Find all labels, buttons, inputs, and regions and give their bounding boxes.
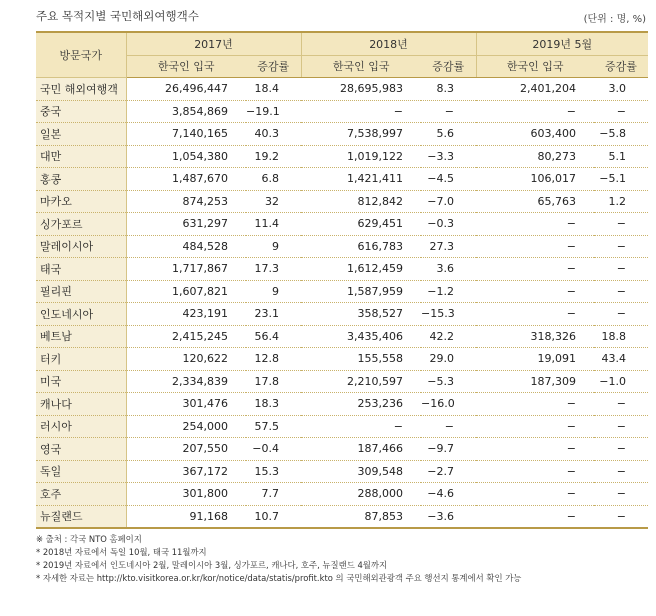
change-rate-cell: −: [594, 280, 648, 303]
arrivals-cell: −: [476, 393, 594, 416]
arrivals-cell: 1,612,459: [301, 258, 421, 281]
arrivals-cell: −: [476, 438, 594, 461]
arrivals-cell: 1,019,122: [301, 145, 421, 168]
footnotes: [36, 533, 521, 585]
arrivals-cell: 288,000: [301, 483, 421, 506]
arrivals-cell: 301,800: [126, 483, 246, 506]
change-rate-cell: −3.3: [421, 145, 476, 168]
change-rate-cell: −1.2: [421, 280, 476, 303]
arrivals-cell: 7,140,165: [126, 123, 246, 146]
arrivals-cell: −: [476, 100, 594, 123]
table-row: [36, 100, 648, 123]
arrivals-cell: −: [476, 415, 594, 438]
arrivals-cell: 28,695,983: [301, 78, 421, 101]
change-rate-cell: 42.2: [421, 325, 476, 348]
table-row: [36, 280, 648, 303]
subheader-arrivals: 한국인 입국: [126, 55, 246, 78]
arrivals-cell: 874,253: [126, 190, 246, 213]
arrivals-cell: 812,842: [301, 190, 421, 213]
change-rate-cell: −0.4: [246, 438, 301, 461]
change-rate-cell: −: [594, 438, 648, 461]
change-rate-cell: −7.0: [421, 190, 476, 213]
change-rate-cell: 27.3: [421, 235, 476, 258]
change-rate-cell: −1.0: [594, 370, 648, 393]
change-rate-cell: −: [594, 460, 648, 483]
change-rate-cell: 11.4: [246, 213, 301, 236]
arrivals-cell: 1,587,959: [301, 280, 421, 303]
change-rate-cell: −5.1: [594, 168, 648, 191]
arrivals-cell: −: [476, 460, 594, 483]
country-cell: 싱가포르: [36, 213, 126, 236]
country-cell: 국민 해외여행객: [36, 78, 126, 101]
arrivals-cell: 1,421,411: [301, 168, 421, 191]
subheader-arrivals: 한국인 입국: [476, 55, 594, 78]
subheader-arrivals: 한국인 입국: [301, 55, 421, 78]
change-rate-cell: −: [594, 415, 648, 438]
arrivals-cell: 318,326: [476, 325, 594, 348]
change-rate-cell: 15.3: [246, 460, 301, 483]
arrivals-cell: 26,496,447: [126, 78, 246, 101]
table-row: [36, 505, 648, 528]
arrivals-cell: 207,550: [126, 438, 246, 461]
arrivals-cell: 1,487,670: [126, 168, 246, 191]
change-rate-cell: 9: [246, 280, 301, 303]
arrivals-cell: 87,853: [301, 505, 421, 528]
change-rate-cell: 18.8: [594, 325, 648, 348]
arrivals-cell: 1,717,867: [126, 258, 246, 281]
table-row: [36, 325, 648, 348]
arrivals-cell: −: [301, 100, 421, 123]
change-rate-cell: 57.5: [246, 415, 301, 438]
table-row: [36, 78, 648, 101]
table-row: [36, 460, 648, 483]
header-year-2019: 2019년 5월: [476, 32, 648, 55]
arrivals-cell: 3,854,869: [126, 100, 246, 123]
table-row: [36, 213, 648, 236]
arrivals-cell: 91,168: [126, 505, 246, 528]
change-rate-cell: −: [594, 258, 648, 281]
arrivals-cell: 1,607,821: [126, 280, 246, 303]
arrivals-cell: 7,538,997: [301, 123, 421, 146]
table-row: [36, 303, 648, 326]
table-title: 주요 목적지별 국민해외여행객수: [36, 9, 199, 23]
country-cell: 일본: [36, 123, 126, 146]
change-rate-cell: 7.7: [246, 483, 301, 506]
arrivals-cell: 2,210,597: [301, 370, 421, 393]
arrivals-cell: 155,558: [301, 348, 421, 371]
arrivals-cell: −: [476, 303, 594, 326]
table-row: [36, 348, 648, 371]
arrivals-cell: 187,466: [301, 438, 421, 461]
footnote-line: * 2018년 자료에서 독일 10월, 태국 11월까지: [36, 547, 207, 557]
change-rate-cell: 1.2: [594, 190, 648, 213]
subheader-change: 증감률: [594, 55, 648, 78]
unit-label: (단위 : 명, %): [583, 14, 646, 25]
arrivals-cell: 484,528: [126, 235, 246, 258]
country-cell: 러시아: [36, 415, 126, 438]
change-rate-cell: 5.6: [421, 123, 476, 146]
arrivals-cell: 631,297: [126, 213, 246, 236]
country-cell: 홍콩: [36, 168, 126, 191]
arrivals-cell: −: [301, 415, 421, 438]
table-row: [36, 168, 648, 191]
change-rate-cell: −: [594, 303, 648, 326]
change-rate-cell: −2.7: [421, 460, 476, 483]
country-cell: 독일: [36, 460, 126, 483]
country-cell: 베트남: [36, 325, 126, 348]
arrivals-cell: 3,435,406: [301, 325, 421, 348]
change-rate-cell: 5.1: [594, 145, 648, 168]
country-cell: 미국: [36, 370, 126, 393]
change-rate-cell: 10.7: [246, 505, 301, 528]
change-rate-cell: −4.5: [421, 168, 476, 191]
change-rate-cell: 3.6: [421, 258, 476, 281]
change-rate-cell: 56.4: [246, 325, 301, 348]
arrivals-cell: 2,401,204: [476, 78, 594, 101]
arrivals-cell: 2,415,245: [126, 325, 246, 348]
country-cell: 호주: [36, 483, 126, 506]
change-rate-cell: −15.3: [421, 303, 476, 326]
change-rate-cell: 19.2: [246, 145, 301, 168]
header-year-2017: 2017년: [126, 32, 301, 55]
table-row: [36, 483, 648, 506]
change-rate-cell: 40.3: [246, 123, 301, 146]
subheader-change: 증감률: [421, 55, 476, 78]
change-rate-cell: 8.3: [421, 78, 476, 101]
arrivals-cell: 253,236: [301, 393, 421, 416]
change-rate-cell: 17.3: [246, 258, 301, 281]
change-rate-cell: −16.0: [421, 393, 476, 416]
arrivals-cell: −: [476, 258, 594, 281]
table-row: [36, 190, 648, 213]
arrivals-cell: 120,622: [126, 348, 246, 371]
change-rate-cell: −5.3: [421, 370, 476, 393]
country-cell: 뉴질랜드: [36, 505, 126, 528]
change-rate-cell: 12.8: [246, 348, 301, 371]
header-country: 방문국가: [36, 32, 126, 78]
arrivals-cell: 80,273: [476, 145, 594, 168]
arrivals-cell: −: [476, 483, 594, 506]
country-cell: 말레이시아: [36, 235, 126, 258]
change-rate-cell: 3.0: [594, 78, 648, 101]
arrivals-cell: 423,191: [126, 303, 246, 326]
country-cell: 캐나다: [36, 393, 126, 416]
change-rate-cell: −: [421, 415, 476, 438]
arrivals-cell: −: [476, 505, 594, 528]
travel-stats-table: [36, 31, 648, 529]
arrivals-cell: 254,000: [126, 415, 246, 438]
arrivals-cell: 629,451: [301, 213, 421, 236]
change-rate-cell: 29.0: [421, 348, 476, 371]
arrivals-cell: 603,400: [476, 123, 594, 146]
country-cell: 터키: [36, 348, 126, 371]
arrivals-cell: −: [476, 280, 594, 303]
table-row: [36, 415, 648, 438]
change-rate-cell: −: [594, 483, 648, 506]
table-row: [36, 258, 648, 281]
change-rate-cell: −: [421, 100, 476, 123]
table-body: [36, 78, 648, 529]
footnote-line: * 2019년 자료에서 인도네시아 2월, 말레이시아 3월, 싱가포르, 캐나다, 호주, 뉴질랜드 4월까지: [36, 560, 388, 570]
footnote-line: ※ 출처 : 각국 NTO 홈페이지: [36, 534, 142, 544]
arrivals-cell: 301,476: [126, 393, 246, 416]
arrivals-cell: 309,548: [301, 460, 421, 483]
change-rate-cell: 23.1: [246, 303, 301, 326]
table-row: [36, 123, 648, 146]
country-cell: 마카오: [36, 190, 126, 213]
arrivals-cell: 367,172: [126, 460, 246, 483]
country-cell: 필리핀: [36, 280, 126, 303]
change-rate-cell: 9: [246, 235, 301, 258]
change-rate-cell: 17.8: [246, 370, 301, 393]
arrivals-cell: 2,334,839: [126, 370, 246, 393]
change-rate-cell: −: [594, 235, 648, 258]
change-rate-cell: 43.4: [594, 348, 648, 371]
arrivals-cell: 187,309: [476, 370, 594, 393]
change-rate-cell: −: [594, 213, 648, 236]
change-rate-cell: −5.8: [594, 123, 648, 146]
change-rate-cell: 6.8: [246, 168, 301, 191]
change-rate-cell: −0.3: [421, 213, 476, 236]
arrivals-cell: 106,017: [476, 168, 594, 191]
arrivals-cell: −: [476, 213, 594, 236]
arrivals-cell: −: [476, 235, 594, 258]
country-cell: 중국: [36, 100, 126, 123]
arrivals-cell: 1,054,380: [126, 145, 246, 168]
change-rate-cell: −: [594, 393, 648, 416]
change-rate-cell: −3.6: [421, 505, 476, 528]
country-cell: 대만: [36, 145, 126, 168]
country-cell: 영국: [36, 438, 126, 461]
table-row: [36, 145, 648, 168]
country-cell: 태국: [36, 258, 126, 281]
arrivals-cell: 358,527: [301, 303, 421, 326]
country-cell: 인도네시아: [36, 303, 126, 326]
header-year-2018: 2018년: [301, 32, 476, 55]
arrivals-cell: 616,783: [301, 235, 421, 258]
change-rate-cell: −: [594, 505, 648, 528]
change-rate-cell: −: [594, 100, 648, 123]
subheader-change: 증감률: [246, 55, 301, 78]
arrivals-cell: 19,091: [476, 348, 594, 371]
change-rate-cell: −4.6: [421, 483, 476, 506]
change-rate-cell: −19.1: [246, 100, 301, 123]
table-row: [36, 393, 648, 416]
footnote-line: * 자세한 자료는 http://kto.visitkorea.or.kr/kor/notice/data/statis/profit.kto 의 국민해외관광객 주요 행선지 통계에서 확인 가능: [36, 573, 522, 583]
change-rate-cell: 18.4: [246, 78, 301, 101]
table-row: [36, 235, 648, 258]
change-rate-cell: 32: [246, 190, 301, 213]
table-row: [36, 438, 648, 461]
table-row: [36, 370, 648, 393]
change-rate-cell: 18.3: [246, 393, 301, 416]
change-rate-cell: −9.7: [421, 438, 476, 461]
arrivals-cell: 65,763: [476, 190, 594, 213]
